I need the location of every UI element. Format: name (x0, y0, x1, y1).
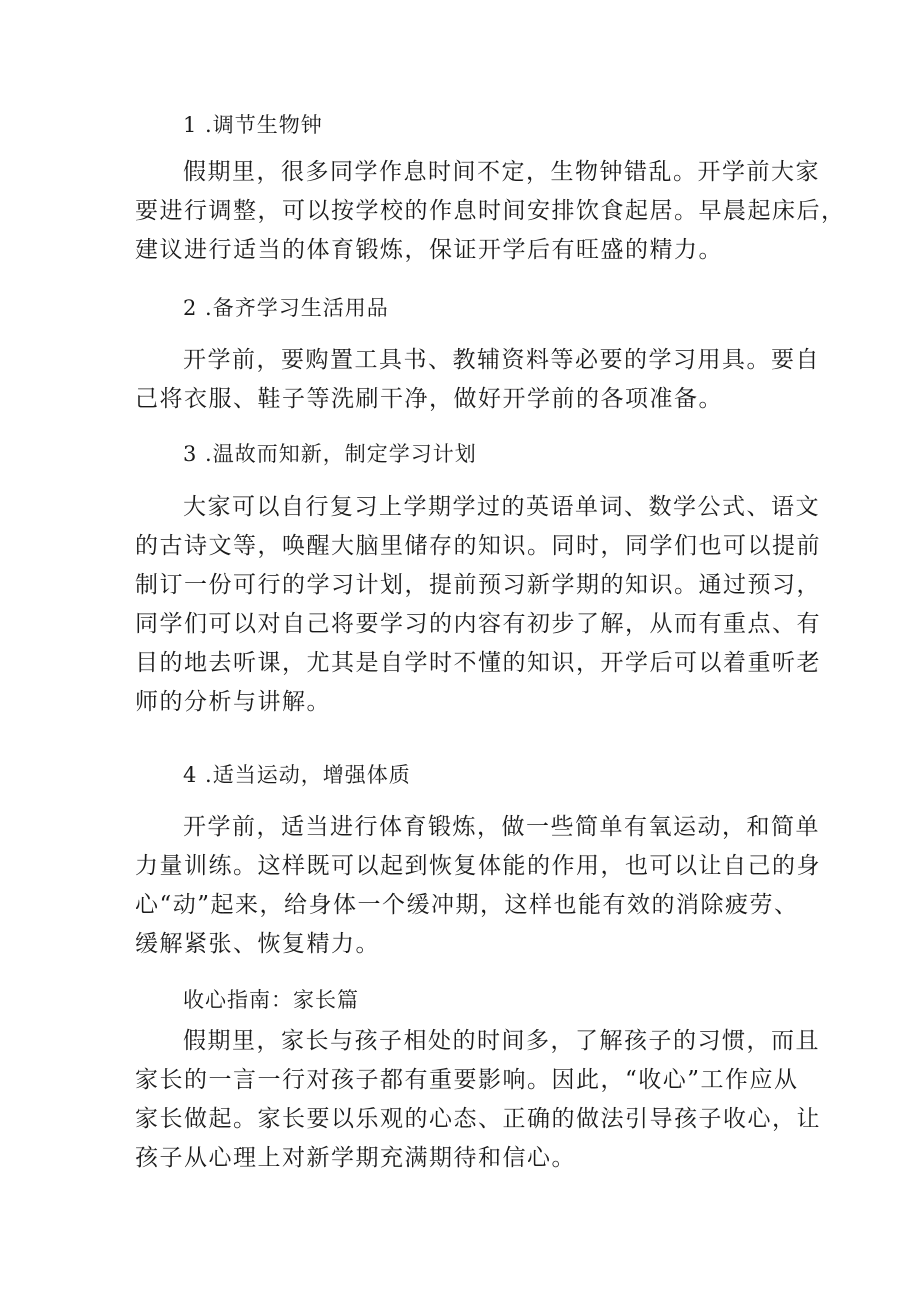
paragraph-line: 制订一份可行的学习计划，提前预习新学期的知识。通过预习， (135, 572, 821, 598)
section-heading-3: 3 .温故而知新，制定学习计划 (183, 442, 477, 466)
section-heading-4: 4 .适当运动，增强体质 (183, 763, 411, 787)
paragraph-line: 家长的一言一行对孩子都有重要影响。因此，“收心”工作应从 (135, 1067, 799, 1093)
paragraph-line: 目的地去听课，尤其是自学时不懂的知识，开学后可以着重听老 (135, 650, 821, 676)
section-paragraph-parents (135, 1022, 821, 1178)
paragraph-line: 孩子从心理上对新学期充满期待和信心。 (135, 1145, 576, 1171)
paragraph-line: 的古诗文等，唤醒大脑里储存的知识。同时，同学们也可以提前 (135, 533, 821, 559)
section-heading-2: 2 .备齐学习生活用品 (183, 296, 389, 320)
paragraph-line: 开学前，要购置工具书、教辅资料等必要的学习用具。要自 (183, 347, 820, 373)
section-paragraph-3 (135, 488, 821, 722)
paragraph-line: 师的分析与讲解。 (135, 689, 331, 715)
section-paragraph-1 (135, 153, 846, 270)
section-heading-parents: 收心指南：家长篇 (183, 988, 359, 1012)
paragraph-line: 力量训练。这样既可以起到恢复体能的作用，也可以让自己的身 (135, 853, 821, 879)
paragraph-line: 假期里，很多同学作息时间不定，生物钟错乱。开学前大家 (183, 159, 820, 185)
paragraph-line: 开学前，适当进行体育锻炼，做一些简单有氧运动，和简单 (183, 814, 820, 840)
paragraph-line: 同学们可以对自己将要学习的内容有初步了解，从而有重点、有 (135, 611, 821, 637)
paragraph-line: 心“动”起来，给身体一个缓冲期，这样也能有效的消除疲劳、 (135, 892, 799, 918)
paragraph-line: 假期里，家长与孩子相处的时间多，了解孩子的习惯，而且 (183, 1028, 820, 1054)
paragraph-line: 家长做起。家长要以乐观的心态、正确的做法引导孩子收心，让 (135, 1106, 821, 1132)
paragraph-line: 己将衣服、鞋子等洗刷干净，做好开学前的各项准备。 (135, 386, 723, 412)
paragraph-line: 建议进行适当的体育锻炼，保证开学后有旺盛的精力。 (135, 237, 723, 263)
section-heading-1: 1 .调节生物钟 (183, 113, 323, 137)
paragraph-line: 大家可以自行复习上学期学过的英语单词、数学公式、语文 (183, 494, 820, 520)
paragraph-line: 缓解紧张、恢复精力。 (135, 931, 380, 957)
section-paragraph-2 (135, 341, 820, 419)
section-paragraph-4 (135, 808, 821, 964)
paragraph-line: 要进行调整，可以按学校的作息时间安排饮食起居。早晨起床后， (135, 198, 846, 224)
